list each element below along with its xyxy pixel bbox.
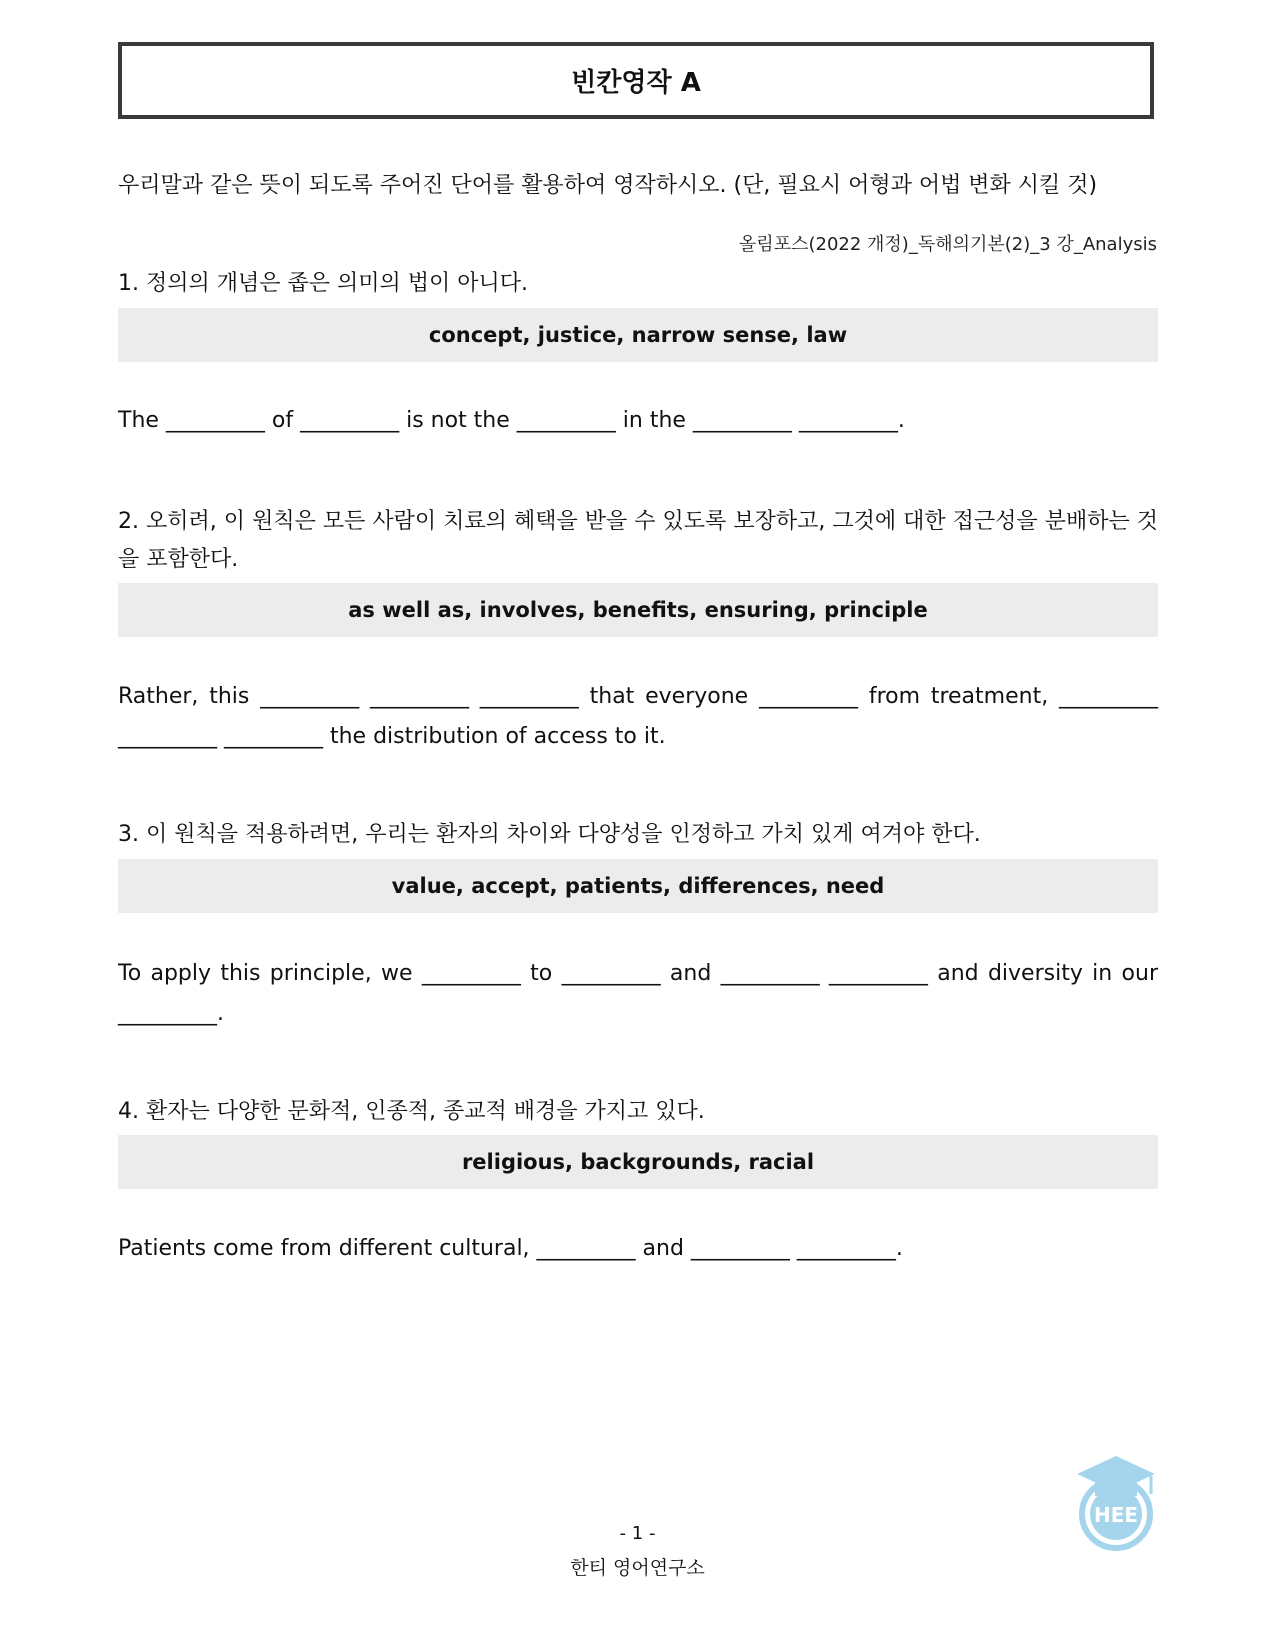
question-2-hint-box: as well as, involves, benefits, ensuring, principle	[118, 583, 1158, 637]
question-3-answer: To apply this principle, we _________ to _________ and _________ _________ and diversity in our _________.	[118, 961, 1165, 1026]
question-2-korean: 2. 오히려, 이 원칙은 모든 사람이 치료의 혜택을 받을 수 있도록 보장하고, 그것에 대한 접근성을 분배하는 것을 포함한다.	[118, 509, 1158, 572]
question-2-answer: Rather, this _________ _________ _________ that everyone _________ from treatment, _________ _________ _________ the distribution of access to it.	[118, 684, 1165, 749]
question-4-hint-box: religious, backgrounds, racial	[118, 1135, 1158, 1189]
question-4-korean: 4. 환자는 다양한 문화적, 인종적, 종교적 배경을 가지고 있다.	[118, 1099, 705, 1124]
page-number: - 1 -	[619, 1523, 656, 1544]
question-3-hint-box: value, accept, patients, differences, need	[118, 859, 1158, 913]
question-3-korean: 3. 이 원칙을 적용하려면, 우리는 환자의 차이와 다양성을 인정하고 가치 있게 여겨야 한다.	[118, 822, 981, 847]
footer-text: 한티 영어연구소	[570, 1557, 705, 1579]
question-4-answer: Patients come from different cultural, _________ and _________ _________.	[118, 1236, 903, 1261]
logo-text: HEE	[1093, 1503, 1139, 1527]
page-title: 빈칸영작 A	[118, 42, 1154, 119]
question-1-hint-box: concept, justice, narrow sense, law	[118, 308, 1158, 362]
source-label: 올림포스(2022 개정)_독해의기본(2)_3 강_Analysis	[738, 234, 1157, 255]
question-1-answer: The _________ of _________ is not the _________ in the _________ _________.	[118, 408, 905, 433]
instruction-text: 우리말과 같은 뜻이 되도록 주어진 단어를 활용하여 영작하시오. (단, 필요시 어형과 어법 변화 시킬 것)	[118, 173, 1098, 198]
question-1-korean: 1. 정의의 개념은 좁은 의미의 법이 아니다.	[118, 271, 528, 296]
